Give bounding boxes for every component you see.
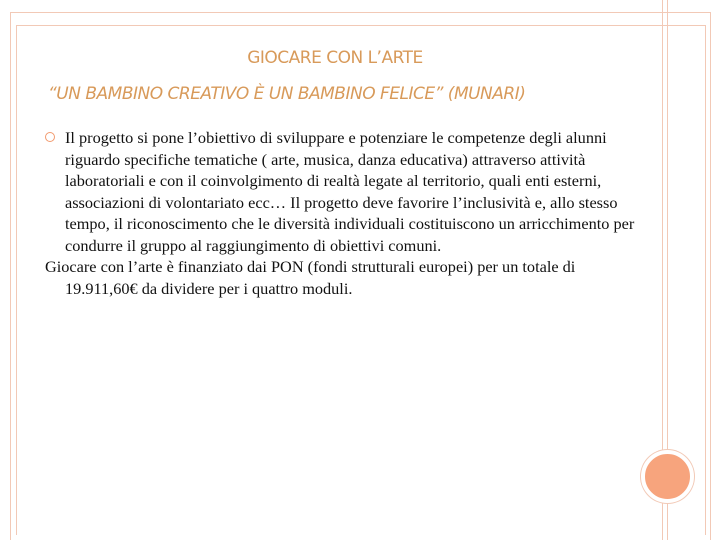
bullet-paragraph (45, 127, 635, 256)
paragraph-text: Giocare con l’arte è finanziato dai PON (fondi strutturali europei) per un totale di 19.911,60€ da dividere per i quattro moduli. (45, 257, 576, 298)
slide-title (40, 40, 630, 112)
funding-paragraph (45, 256, 635, 299)
slide-body (45, 127, 635, 299)
slide-title-line2: “UN BAMBINO CREATIVO È UN BAMBINO FELICE” (MUNARI) (48, 84, 526, 104)
paragraph-text: Il progetto si pone l’obiettivo di sviluppare e potenziare le competenze degli alunni riguardo specifiche tematiche ( arte, musica, danza educativa) attraverso attività laboratoriali e con il coinvolgimento di realtà legate al territorio, quali enti esterni, associazioni di volontariato ecc… Il progetto deve favorire l’inclusività e, allo stesso tempo, il riconoscimento che le diversità individuali costituiscono un arricchimento per condurre il gruppo al raggiungimento di obiettivi comuni. (65, 128, 635, 255)
slide-title-line1: GIOCARE CON L’ARTE (247, 48, 423, 68)
decor-circle (641, 450, 694, 503)
circle-bullet-icon (45, 132, 55, 142)
